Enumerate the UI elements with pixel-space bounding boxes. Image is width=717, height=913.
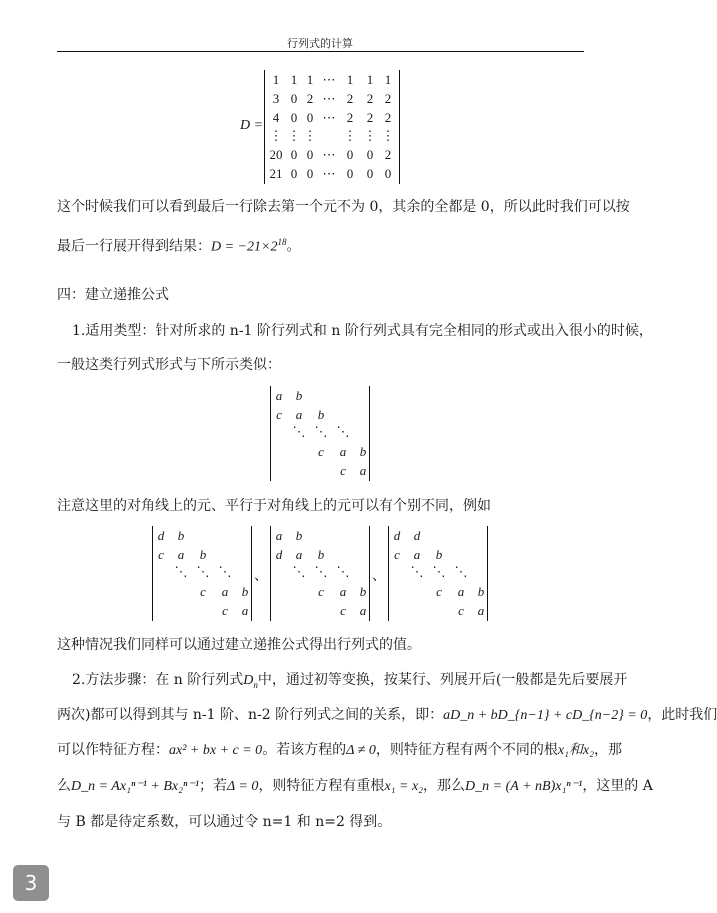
matrix-cell: b <box>435 547 443 562</box>
matrix-ddots: ⋱ <box>432 564 446 579</box>
matrix-d-cell: ⋮ <box>269 128 283 143</box>
matrix-d-cell: ⋮ <box>343 128 357 143</box>
p5-l1-text-a: 2.方法步骤：在 n 阶行列式 <box>72 672 244 688</box>
matrix-d-label: D = <box>240 118 264 133</box>
matrix-ddots: ⋱ <box>174 564 188 579</box>
matrix-d-cell: 1 <box>306 72 314 87</box>
header-rule <box>57 51 584 52</box>
matrix-example-2 <box>270 526 370 621</box>
matrix-d-cell: 0 <box>306 110 314 125</box>
matrix-d <box>264 70 400 184</box>
matrix-example-3 <box>388 526 488 621</box>
matrix-d-cell: 0 <box>366 166 374 181</box>
matrix-cell: c <box>340 463 346 478</box>
matrix-d-cell: 2 <box>346 110 354 125</box>
p5-l4-math4: D_n = (A + nB)x₁ⁿ⁻¹ <box>465 779 583 794</box>
matrix-d-cell: 0 <box>290 110 298 125</box>
matrix-d-cell: ⋮ <box>303 128 317 143</box>
matrix-d-cell: 2 <box>366 91 374 106</box>
matrix-cell: b <box>295 528 303 543</box>
separator: 、 <box>254 568 268 584</box>
matrix-cell: a <box>339 444 347 459</box>
p5-l1-text-b: 中，通过初等变换，按某行、列展开后(一般都是先后要展开 <box>257 672 628 688</box>
paragraph-5-line-2 <box>57 705 717 726</box>
matrix-cell: c <box>340 603 346 618</box>
matrix-d-cell: ⋯ <box>322 72 336 87</box>
matrix-d-cell: ⋮ <box>381 128 395 143</box>
matrix-d-cell: 20 <box>269 147 283 162</box>
matrix-d-cell: 0 <box>290 166 298 181</box>
matrix-d-cell: 0 <box>306 166 314 181</box>
matrix-cell: b <box>317 407 325 422</box>
matrix-general <box>270 386 370 481</box>
matrix-cell: c <box>458 603 464 618</box>
matrix-cell: a <box>295 407 303 422</box>
matrix-d-cell: 4 <box>272 110 280 125</box>
matrix-d-cell: ⋯ <box>322 91 336 106</box>
matrix-cell: c <box>318 584 324 599</box>
matrix-d-cell: 0 <box>384 166 392 181</box>
matrix-cell: a <box>295 547 303 562</box>
p1-math: D = −21×2 <box>211 239 278 255</box>
matrix-d-cell: 0 <box>290 91 298 106</box>
matrix-cell: a <box>275 388 283 403</box>
matrix-cell: a <box>359 463 367 478</box>
paragraph-5-line-3 <box>57 740 622 761</box>
matrix-cell: d <box>157 528 165 543</box>
matrix-cell: b <box>477 584 485 599</box>
matrix-d-cell: 2 <box>366 110 374 125</box>
matrix-d-cell: 21 <box>269 166 283 181</box>
matrix-cell: b <box>177 528 185 543</box>
matrix-ddots: ⋱ <box>218 564 232 579</box>
matrix-d-cell: 3 <box>272 91 280 106</box>
p5-l4-math2: Δ = 0 <box>227 779 259 794</box>
matrix-ddots: ⋱ <box>292 424 306 439</box>
page-header-title: 行列式的计算 <box>287 37 353 50</box>
matrix-d-cell: 2 <box>384 110 392 125</box>
p5-l3-text-a: 可以作特征方程： <box>57 742 169 758</box>
p5-l3-math: ax² + bx + c = 0 <box>169 743 263 758</box>
matrix-cell: c <box>200 584 206 599</box>
matrix-d-cell: 0 <box>306 147 314 162</box>
matrix-cell: b <box>199 547 207 562</box>
matrix-cell: c <box>318 444 324 459</box>
matrix-cell: b <box>359 444 367 459</box>
paragraph-5-line-4 <box>57 776 653 797</box>
p5-l4-text-c: ，则特征方程有重根 <box>258 778 385 794</box>
matrix-ddots: ⋱ <box>314 564 328 579</box>
paragraph-5-line-5: 与 B 都是待定系数，可以通过令 n=1 和 n=2 得到。 <box>57 814 392 830</box>
paragraph-1-line-1: 这个时候我们可以看到最后一行除去第一个元不为 0，其余的全都是 0，所以此时我们可以按 <box>57 199 630 215</box>
matrix-cell: a <box>177 547 185 562</box>
p1-text-a: 最后一行展开得到结果： <box>57 238 211 255</box>
p5-l4-math3: x₁ = x₂ <box>384 779 424 794</box>
matrix-cell: c <box>394 547 400 562</box>
paragraph-3: 注意这里的对角线上的元、平行于对角线上的元可以有个别不同，例如 <box>57 498 491 514</box>
matrix-ddots: ⋱ <box>336 424 350 439</box>
p5-l3-math2: Δ ≠ 0 <box>346 743 376 758</box>
matrix-d-cell: ⋯ <box>322 110 336 125</box>
matrix-d-cell: 0 <box>346 147 354 162</box>
paragraph-2-line-1: 1.适用类型：针对所求的 n-1 阶行列式和 n 阶行列式具有完全相同的形式或出入很小的时候， <box>72 323 653 339</box>
paragraph-2-line-2: 一般这类行列式形式与下所示类似： <box>57 357 281 373</box>
p5-l2-text-b: ，此时我们 <box>647 707 717 723</box>
matrix-d-cell: ⋮ <box>363 128 377 143</box>
p5-l2-text-a: 两次)都可以得到其与 n-1 阶、n-2 阶行列式之间的关系，即： <box>57 707 444 723</box>
matrix-cell: a <box>457 584 465 599</box>
matrix-cell: c <box>158 547 164 562</box>
matrix-d-cell: 1 <box>384 72 392 87</box>
matrix-cell: c <box>436 584 442 599</box>
p5-l4-text-e: ，这里的 A <box>582 778 653 794</box>
matrix-cell: c <box>222 603 228 618</box>
matrix-cell: c <box>276 407 282 422</box>
matrix-ddots: ⋱ <box>410 564 424 579</box>
p5-l3-text-c: ，则特征方程有两个不同的根 <box>375 742 558 758</box>
matrix-d-cell: ⋯ <box>322 166 336 181</box>
p5-l1-math: D <box>243 673 254 688</box>
paragraph-4: 这种情况我们同样可以通过建立递推公式得出行列式的值。 <box>57 637 421 653</box>
matrix-d-cell: ⋯ <box>322 147 336 162</box>
matrix-ddots: ⋱ <box>314 424 328 439</box>
matrix-ddots: ⋱ <box>196 564 210 579</box>
matrix-cell: b <box>295 388 303 403</box>
matrix-cell: d <box>275 547 283 562</box>
paragraph-5-line-1 <box>72 670 627 695</box>
matrix-cell: a <box>477 603 485 618</box>
p5-l3-math3: x₁和x₂ <box>557 743 595 758</box>
separator: 、 <box>372 568 386 584</box>
p5-l4-text-a: 么 <box>57 778 71 794</box>
matrix-d-cell: 2 <box>306 91 314 106</box>
p1-math-exp: 18 <box>277 237 287 247</box>
p5-l2-math: aD_n + bD_{n−1} + cD_{n−2} = 0 <box>443 708 648 723</box>
matrix-cell: a <box>413 547 421 562</box>
matrix-d-cell: 2 <box>384 91 392 106</box>
p5-l4-text-d: ，那么 <box>423 778 466 794</box>
matrix-cell: a <box>275 528 283 543</box>
matrix-ddots: ⋱ <box>336 564 350 579</box>
section-heading-4: 四：建立递推公式 <box>57 287 169 303</box>
matrix-cell: d <box>393 528 401 543</box>
matrix-d-cell: 0 <box>346 166 354 181</box>
matrix-cell: b <box>317 547 325 562</box>
matrix-cell: a <box>339 584 347 599</box>
matrix-d-cell: 1 <box>272 72 280 87</box>
matrix-cell: b <box>359 584 367 599</box>
paragraph-1-line-2 <box>57 232 300 258</box>
matrix-d-cell: 2 <box>384 147 392 162</box>
matrix-d-cell: 1 <box>346 72 354 87</box>
matrix-d-cell: 2 <box>346 91 354 106</box>
matrix-cell: a <box>241 603 249 618</box>
p1-text-b: 。 <box>286 238 301 255</box>
p5-l4-math: D_n = Ax₁ⁿ⁻¹ + Bx₂ⁿ⁻¹ <box>71 779 200 794</box>
matrix-cell: d <box>413 528 421 543</box>
matrix-ddots: ⋱ <box>292 564 306 579</box>
matrix-example-1 <box>152 526 252 621</box>
matrix-d-cell: 1 <box>366 72 374 87</box>
matrix-d-cell: 1 <box>290 72 298 87</box>
matrix-cell: a <box>221 584 229 599</box>
matrix-cell: a <box>359 603 367 618</box>
matrix-d-cell: ⋮ <box>287 128 301 143</box>
p5-l3-text-d: ，那 <box>594 742 623 758</box>
matrix-ddots: ⋱ <box>454 564 468 579</box>
matrix-d-cell: 0 <box>366 147 374 162</box>
matrix-d-cell: 0 <box>290 147 298 162</box>
matrix-cell: b <box>241 584 249 599</box>
page-number-badge[interactable]: 3 <box>13 865 49 901</box>
p5-l1-math-sub: n <box>253 679 258 690</box>
p5-l4-text-b: ；若 <box>199 778 228 794</box>
p5-l3-text-b: 。若该方程的 <box>262 742 347 758</box>
